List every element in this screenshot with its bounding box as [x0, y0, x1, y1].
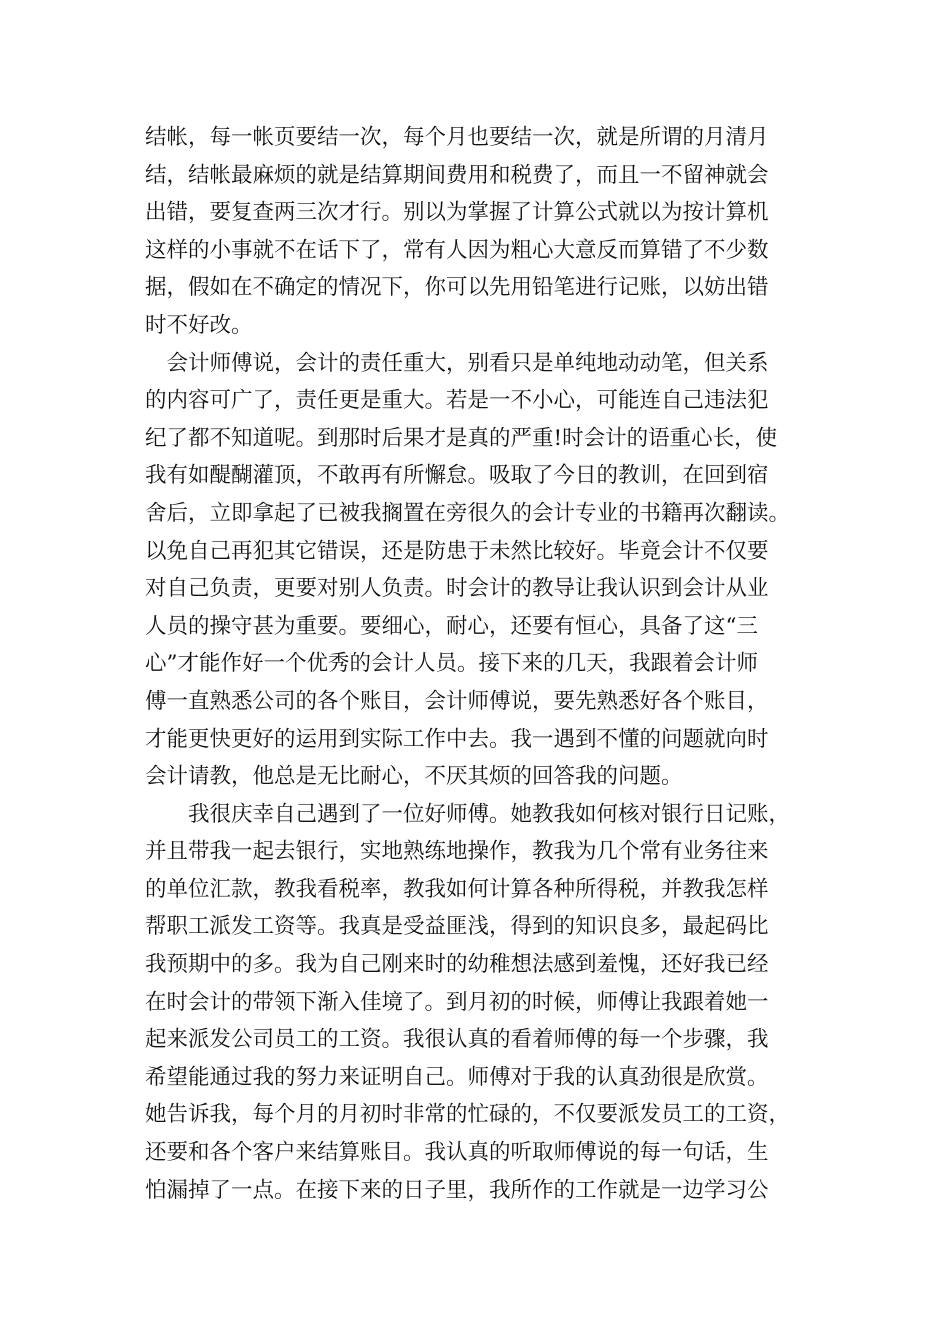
text-line: 会计请教，他总是无比耐心，不厌其烦的回答我的问题。	[145, 764, 683, 790]
text-line: 这样的小事就不在话下了，常有人因为粗心大意反而算错了不少数	[145, 237, 769, 263]
text-line: 会计师傅说，会计的责任重大，别看只是单纯地动动笔，但关系	[145, 350, 769, 376]
text-line: 人员的操守甚为重要。要细心，耐心，还要有恒心，具备了这“三	[145, 613, 758, 639]
text-line: 在时会计的带领下渐入佳境了。到月初的时候，师傅让我跟着她一	[145, 989, 769, 1015]
text-line: 希望能通过我的努力来证明自己。师傅对于我的认真劲很是欣赏。	[145, 1064, 769, 1090]
text-line: 心”才能作好一个优秀的会计人员。接下来的几天，我跟着会计师	[145, 651, 758, 677]
text-line: 并且带我一起去银行，实地熟练地操作，教我为几个常有业务往来	[145, 839, 769, 865]
text-line: 时不好改。	[145, 312, 253, 338]
body-text	[145, 119, 835, 1209]
text-line: 我预期中的多。我为自己刚来时的幼稚想法感到羞愧，还好我已经	[145, 952, 769, 978]
text-line: 的内容可广了，责任更是重大。若是一不小心，可能连自己违法犯	[145, 388, 769, 414]
text-line: 舍后，立即拿起了已被我搁置在旁很久的会计专业的书籍再次翻读。	[145, 500, 791, 526]
text-line: 据，假如在不确定的情况下，你可以先用铅笔进行记账，以妨出错	[145, 275, 769, 301]
text-line: 对自己负责，更要对别人负责。时会计的教导让我认识到会计从业	[145, 576, 769, 602]
text-line: 以免自己再犯其它错误，还是防患于未然比较好。毕竟会计不仅要	[145, 538, 769, 564]
text-line: 结，结帐最麻烦的就是结算期间费用和税费了，而且一不留神就会	[145, 162, 769, 188]
text-line: 才能更快更好的运用到实际工作中去。我一遇到不懂的问题就向时	[145, 726, 769, 752]
text-line: 帮职工派发工资等。我真是受益匪浅，得到的知识良多，最起码比	[145, 914, 769, 940]
text-line: 纪了都不知道呢。到那时后果才是真的严重!时会计的语重心长，使	[145, 425, 778, 451]
text-line: 起来派发公司员工的工资。我很认真的看着师傅的每一个步骤，我	[145, 1027, 769, 1053]
text-line: 我有如醍醐灌顶，不敢再有所懈怠。吸取了今日的教训，在回到宿	[145, 463, 769, 489]
text-line: 出错，要复查两三次才行。别以为掌握了计算公式就以为按计算机	[145, 200, 769, 226]
text-line: 结帐，每一帐页要结一次，每个月也要结一次，就是所谓的月清月	[145, 125, 769, 150]
text-line: 我很庆幸自己遇到了一位好师傅。她教我如何核对银行日记账，	[145, 801, 791, 827]
text-line: 的单位汇款，教我看税率，教我如何计算各种所得税，并教我怎样	[145, 876, 769, 902]
text-line: 怕漏掉了一点。在接下来的日子里，我所作的工作就是一边学习公	[145, 1177, 769, 1203]
text-line: 傅一直熟悉公司的各个账目，会计师傅说，要先熟悉好各个账目，	[145, 688, 769, 714]
text-line: 还要和各个客户来结算账目。我认真的听取师傅说的每一句话，生	[145, 1140, 769, 1166]
text-line: 她告诉我，每个月的月初时非常的忙碌的，不仅要派发员工的工资，	[145, 1102, 791, 1128]
